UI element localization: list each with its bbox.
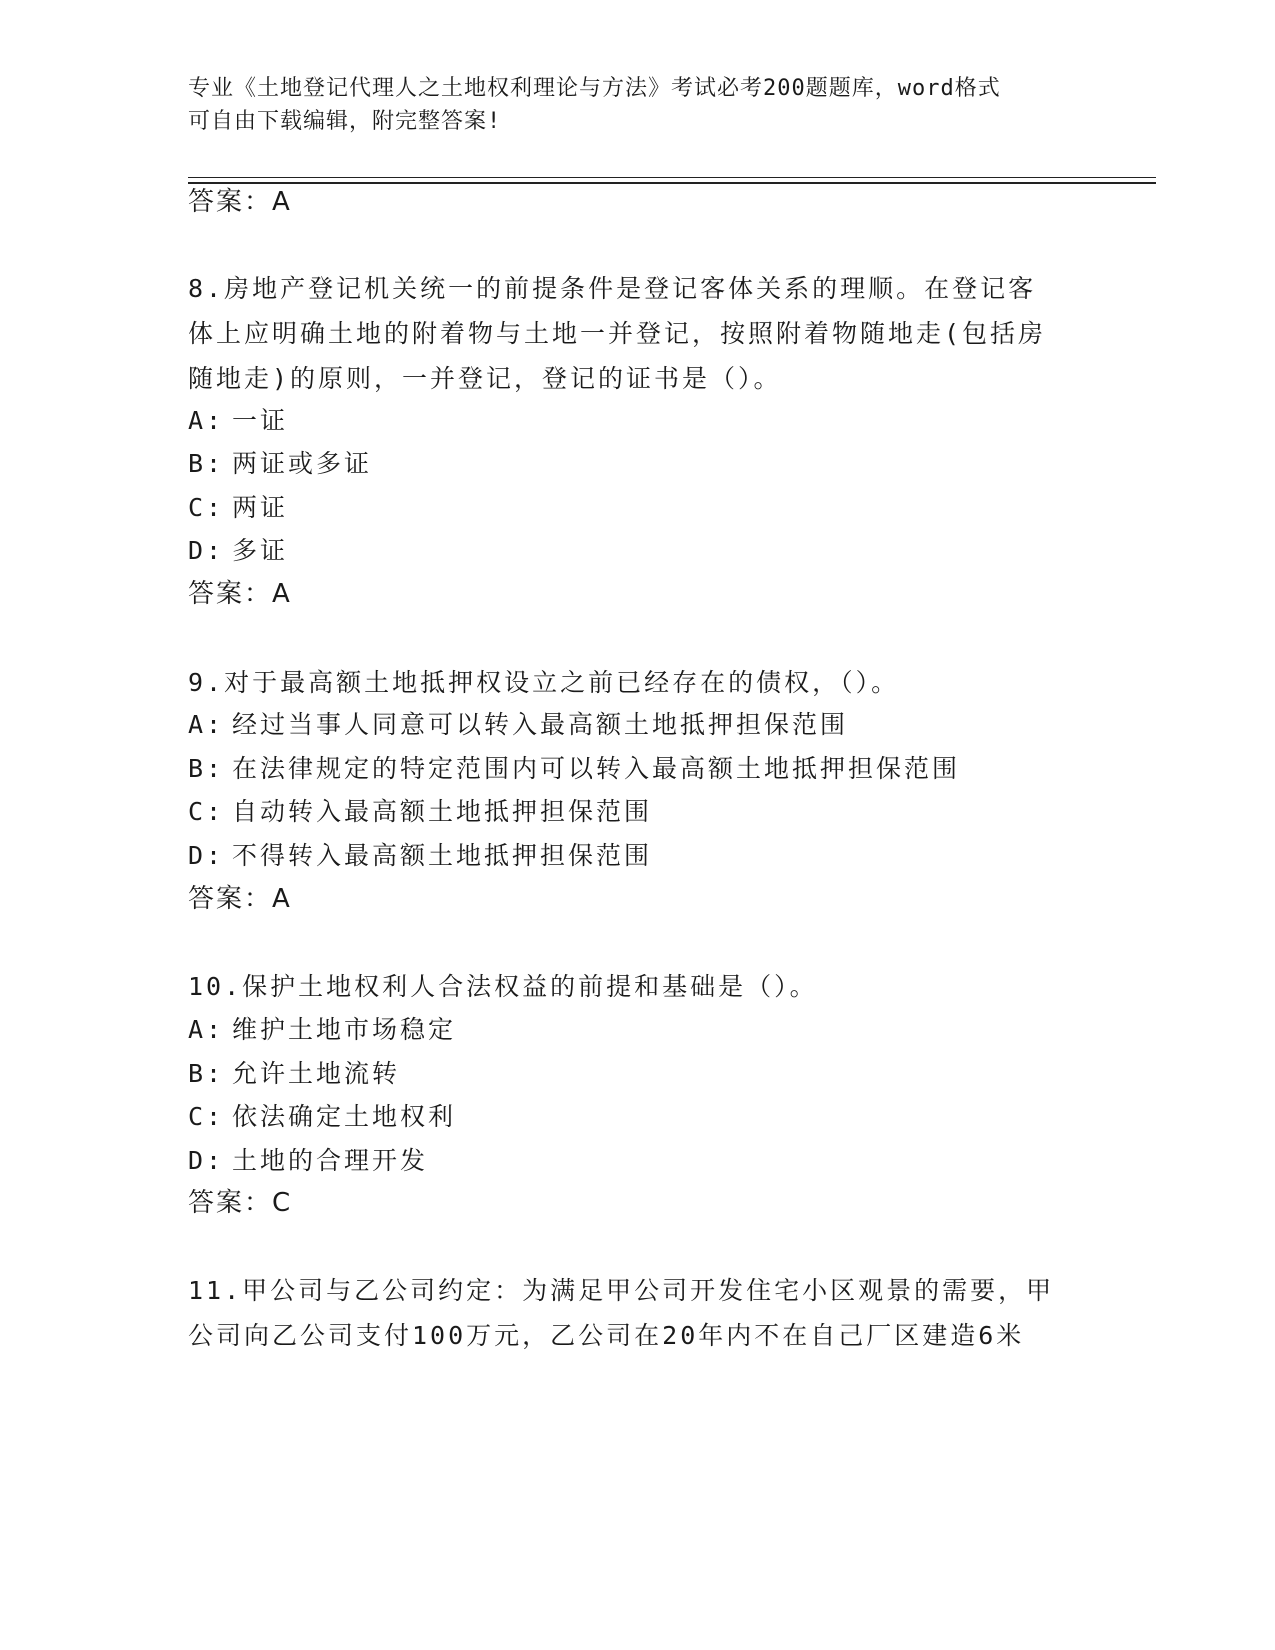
option-text: 在法律规定的特定范围内可以转入最高额土地抵押担保范围 — [232, 754, 961, 783]
option-d — [188, 833, 652, 878]
option-letter: D: — [188, 536, 225, 565]
answer-line: 答案：A — [188, 884, 292, 914]
question-line: 体上应明确土地的附着物与土地一并登记，按照附着物随地走(包括房 — [188, 319, 1047, 348]
option-text: 一证 — [232, 406, 289, 435]
question-10 — [188, 964, 1088, 1009]
option-text: 自动转入最高额土地抵押担保范围 — [232, 797, 653, 826]
option-a — [188, 702, 848, 747]
option-letter: C: — [188, 797, 225, 826]
option-a — [188, 1007, 456, 1052]
question-8 — [188, 266, 1088, 401]
option-text: 允许土地流转 — [232, 1059, 401, 1088]
option-c — [188, 789, 652, 834]
option-d — [188, 1138, 428, 1183]
question-11 — [188, 1268, 1088, 1358]
option-text: 维护土地市场稳定 — [232, 1015, 457, 1044]
option-text: 两证 — [232, 493, 289, 522]
option-d — [188, 528, 288, 573]
header-divider-thin — [188, 177, 1156, 178]
option-letter: D: — [188, 1146, 225, 1175]
option-text: 不得转入最高额土地抵押担保范围 — [232, 841, 653, 870]
option-letter: A: — [188, 710, 225, 739]
answer-line: 答案：A — [188, 579, 292, 609]
option-a — [188, 398, 288, 443]
option-letter: B: — [188, 449, 225, 478]
question-line: 公司向乙公司支付100万元，乙公司在20年内不在自己厂区建造6米 — [188, 1321, 1025, 1350]
option-letter: A: — [188, 406, 225, 435]
option-letter: A: — [188, 1015, 225, 1044]
document-header — [188, 72, 1068, 138]
option-text: 多证 — [232, 536, 289, 565]
header-divider-thick — [188, 182, 1156, 184]
option-b — [188, 441, 372, 486]
question-line: 11.甲公司与乙公司约定：为满足甲公司开发住宅小区观景的需要，甲 — [188, 1276, 1055, 1305]
option-letter: B: — [188, 754, 225, 783]
option-b — [188, 746, 960, 791]
answer-line: 答案：A — [188, 187, 292, 217]
question-line: 10.保护土地权利人合法权益的前提和基础是（）。 — [188, 972, 818, 1001]
option-c — [188, 485, 288, 530]
option-letter: C: — [188, 493, 225, 522]
question-line: 8.房地产登记机关统一的前提条件是登记客体关系的理顺。在登记客 — [188, 274, 1037, 303]
header-line-2: 可自由下载编辑，附完整答案! — [188, 109, 502, 134]
question-line: 随地走)的原则，一并登记，登记的证书是（）。 — [188, 364, 782, 393]
answer-line: 答案：C — [188, 1188, 293, 1218]
question-9 — [188, 660, 1088, 705]
option-letter: C: — [188, 1102, 225, 1131]
option-text: 依法确定土地权利 — [232, 1102, 457, 1131]
question-line: 9.对于最高额土地抵押权设立之前已经存在的债权，（）。 — [188, 668, 900, 697]
option-text: 土地的合理开发 — [232, 1146, 429, 1175]
option-text: 经过当事人同意可以转入最高额土地抵押担保范围 — [232, 710, 849, 739]
option-c — [188, 1094, 456, 1139]
option-letter: D: — [188, 841, 225, 870]
option-b — [188, 1051, 400, 1096]
option-text: 两证或多证 — [232, 449, 373, 478]
header-line-1: 专业《土地登记代理人之土地权利理论与方法》考试必考200题题库，word格式 — [188, 76, 1001, 101]
option-letter: B: — [188, 1059, 225, 1088]
